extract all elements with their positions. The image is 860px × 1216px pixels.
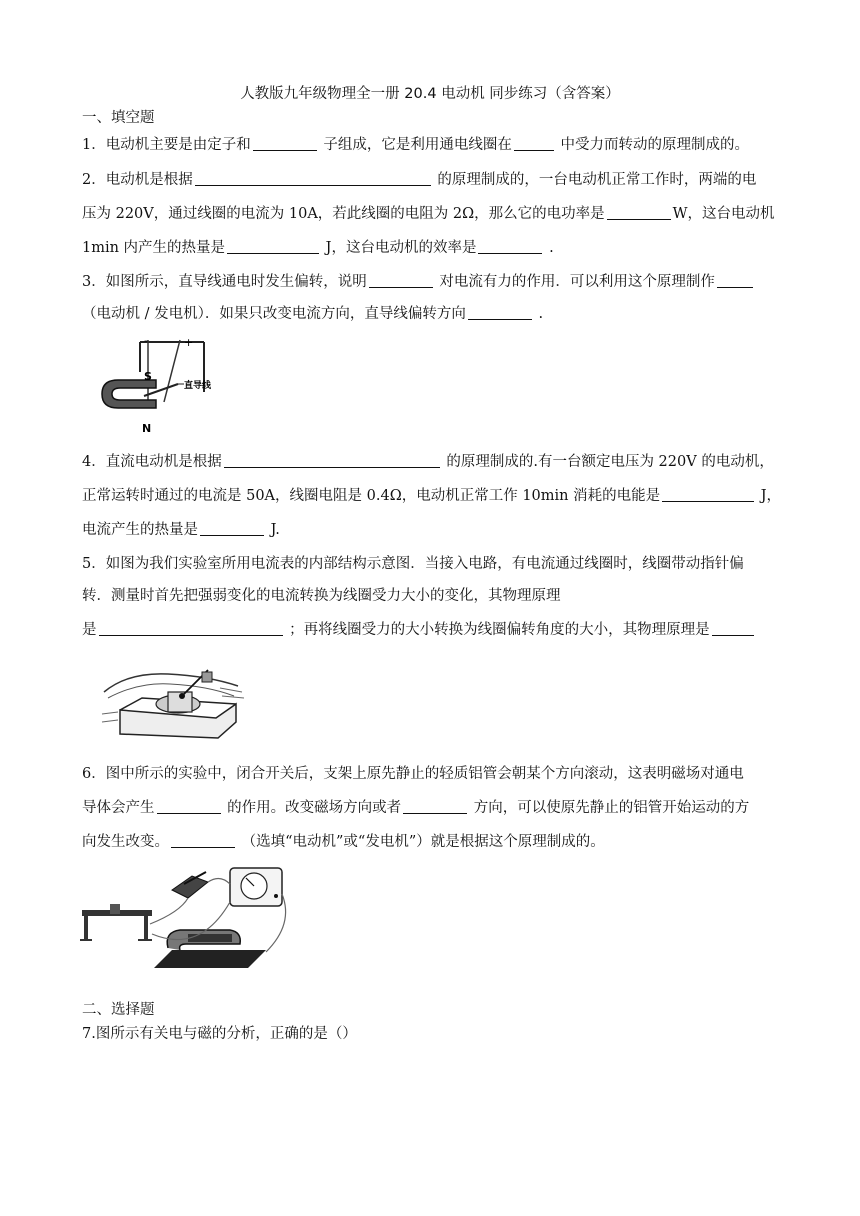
q3-text-b: 对电流有力的作用．可以利用这个原理制作 xyxy=(439,274,715,290)
q4-text-b: 的原理制成的.有一台额定电压为 220V 的电动机， xyxy=(446,454,774,470)
q5-text-a: 是 xyxy=(82,622,97,638)
q4-blank-1 xyxy=(224,453,440,468)
q6-text-b: 的作用。改变磁场方向或者 xyxy=(227,800,402,816)
q1-blank-1 xyxy=(253,136,317,151)
q4-blank-3 xyxy=(200,521,264,536)
q1-text-a: 1．电动机主要是由定子和 xyxy=(82,137,251,153)
question-5-line-3 xyxy=(82,620,782,640)
q2-text-c: 压为 220V，通过线圈的电流为 10A，若此线圈的电阻为 2Ω，那么它的电功率是 xyxy=(82,206,605,222)
q4-blank-2 xyxy=(662,487,754,502)
q2-text-a: 2．电动机是根据 xyxy=(82,172,193,188)
q2-blank-4 xyxy=(478,239,542,254)
q3-blank-2 xyxy=(717,273,753,288)
magnet-wire-figure xyxy=(84,332,234,438)
q2-text-g: . xyxy=(549,240,554,256)
q5-text-b: ；再将线圈受力的大小转换为线圈偏转角度的大小，其物理原理是 xyxy=(289,622,710,638)
q6-blank-2 xyxy=(403,799,467,814)
fig3-wire-label: 直导线 xyxy=(184,381,212,391)
document-title: 人教版九年级物理全一册 20.4 电动机 同步练习（含答案） xyxy=(240,86,620,102)
question-2-line-3 xyxy=(82,238,782,258)
section-fill-in-heading: 一、填空题 xyxy=(82,110,155,126)
question-5-line-2: 转．测量时首先把强弱变化的电流转换为线圈受力大小的变化，其物理原理 xyxy=(82,588,561,604)
fig3-minus-label: - xyxy=(144,334,148,347)
question-3-line-1 xyxy=(82,272,782,292)
question-1 xyxy=(82,135,782,155)
question-4-line-3 xyxy=(82,520,782,540)
question-2-line-1 xyxy=(82,170,782,190)
q1-text-c: 中受力而转动的原理制成的。 xyxy=(560,137,749,153)
q4-text-f: J. xyxy=(270,522,280,538)
q4-text-c: 正常运转时通过的电流是 50A，线圈电阻是 0.4Ω，电动机正常工作 10min 消耗的电能是 xyxy=(82,488,661,504)
q2-text-d: W，这台电动机 xyxy=(672,206,775,222)
rail-experiment-figure xyxy=(80,864,300,976)
q6-text-c: 方向，可以使原先静止的铝管开始运动的方 xyxy=(473,800,750,816)
question-6-line-1: 6．图中所示的实验中，闭合开关后，支架上原先静止的轻质铝管会朝某个方向滚动，这表明磁场对通电 xyxy=(82,766,744,782)
q3-text-d: . xyxy=(538,306,544,322)
fig3-n-label: N xyxy=(142,422,152,435)
q4-text-e: 电流产生的热量是 xyxy=(82,522,198,538)
question-6-line-2 xyxy=(82,798,782,818)
q6-text-d: 向发生改变。 xyxy=(82,834,169,850)
q1-text-b: 子组成，它是利用通电线圈在 xyxy=(323,137,512,153)
q2-blank-3 xyxy=(227,239,319,254)
question-6-line-3 xyxy=(82,832,782,852)
q6-blank-3 xyxy=(171,833,235,848)
q2-blank-1 xyxy=(195,171,431,186)
ammeter-structure-figure xyxy=(98,652,248,746)
q5-blank-1 xyxy=(99,621,283,636)
q6-text-e: （选填“电动机”或“发电机”）就是根据这个原理制成的。 xyxy=(241,834,605,850)
q4-text-d: J， xyxy=(760,488,782,504)
q3-blank-3 xyxy=(468,305,532,320)
question-7: 7.图所示有关电与磁的分析，正确的是（） xyxy=(82,1026,357,1042)
q2-text-e: 1min 内产生的热量是 xyxy=(82,240,226,256)
q6-text-a: 导体会产生 xyxy=(82,800,155,816)
q3-text-c: （电动机 / 发电机）．如果只改变电流方向，直导线偏转方向 xyxy=(82,306,466,322)
question-2-line-2 xyxy=(82,204,782,224)
q3-text-a: 3．如图所示，直导线通电时发生偏转，说明 xyxy=(82,274,367,290)
question-4-line-1 xyxy=(82,452,782,472)
q6-blank-1 xyxy=(157,799,221,814)
question-5-line-1: 5．如图为我们实验室所用电流表的内部结构示意图．当接入电路，有电流通过线圈时，线圈带动指针偏 xyxy=(82,556,744,572)
question-3-line-2 xyxy=(82,304,782,324)
q2-text-f: J，这台电动机的效率是 xyxy=(325,240,477,256)
q1-blank-2 xyxy=(514,136,554,151)
section-choice-heading: 二、选择题 xyxy=(82,1002,155,1018)
fig3-plus-label: + xyxy=(184,336,194,349)
q4-text-a: 4．直流电动机是根据 xyxy=(82,454,222,470)
q5-blank-2 xyxy=(712,621,754,636)
fig3-s-label: S xyxy=(144,370,152,383)
question-4-line-2 xyxy=(82,486,782,506)
q2-text-b: 的原理制成的，一台电动机正常工作时，两端的电 xyxy=(437,172,757,188)
q2-blank-2 xyxy=(607,205,671,220)
q3-blank-1 xyxy=(369,273,433,288)
